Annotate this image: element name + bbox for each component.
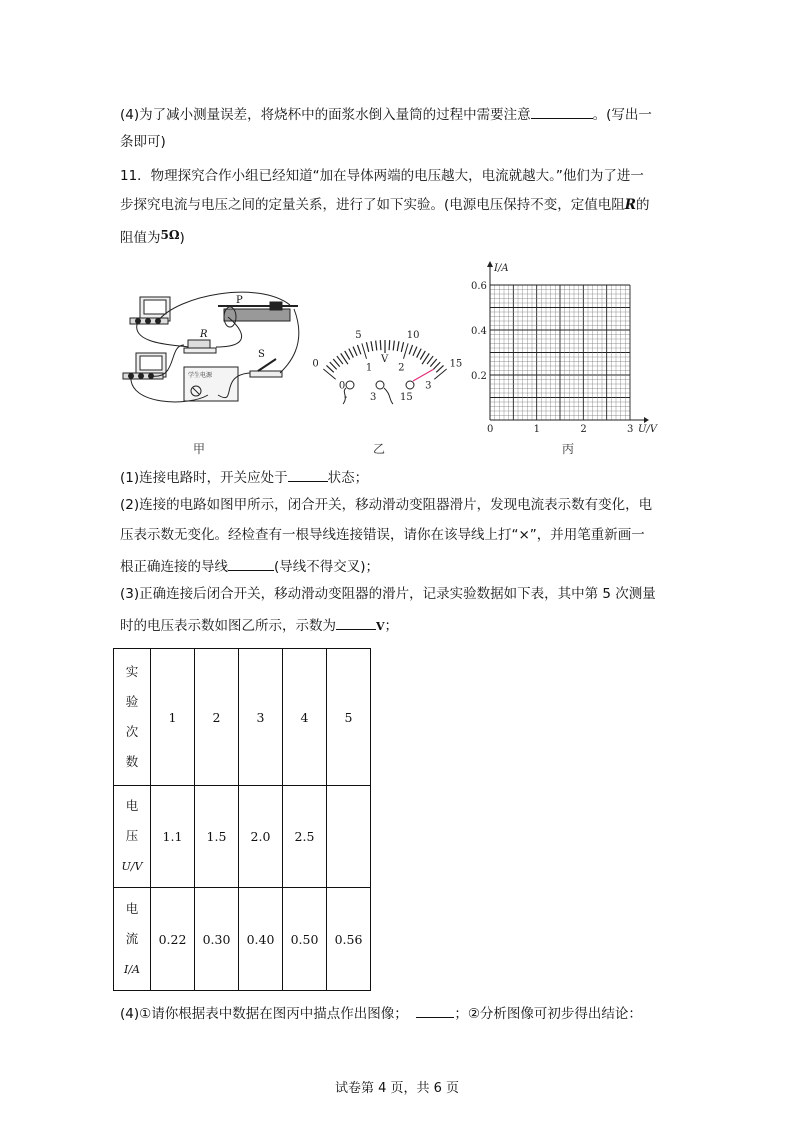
q11-part2-1: (2)连接的电路如图甲所示，闭合开关，移动滑动变阻器滑片，发现电流表示数有变化，电	[120, 497, 653, 513]
terminal-label: 3	[370, 392, 377, 403]
table-cell: 0.30	[195, 888, 239, 991]
voltmeter-dial	[305, 300, 465, 410]
table-cell: 0.40	[239, 888, 283, 991]
wire	[384, 388, 393, 404]
q11-intro-3	[120, 226, 185, 247]
table-cell: 0.22	[151, 888, 195, 991]
text: (导线不得交叉)；	[274, 559, 380, 575]
q10-part4	[120, 104, 652, 124]
ammeter-icon	[130, 297, 170, 324]
text: (4)为了减小测量误差，将烧杯中的面浆水倒入量筒的过程中需要注意	[120, 107, 531, 123]
dial-tick	[333, 359, 339, 367]
label-s: S	[258, 349, 265, 360]
power-label: 学生电源	[188, 372, 213, 379]
table-cell-empty[interactable]	[327, 786, 371, 888]
dial-tick	[323, 369, 335, 379]
terminal-label: 15	[400, 392, 413, 403]
dial-upper-label: 5	[355, 329, 362, 341]
text: 的	[636, 197, 650, 213]
figure-caption-bing: 丙	[562, 442, 575, 456]
rheostat-icon	[218, 302, 298, 327]
text: 步探究电流与电压之间的定量关系，进行了如下实验。(电源电压保持不变，定值电阻	[120, 197, 625, 213]
dial-tick	[345, 351, 350, 360]
switch-icon	[250, 359, 282, 377]
dial-tick	[371, 341, 373, 351]
dial-tick	[349, 349, 354, 358]
table-row-voltage	[114, 786, 371, 888]
dial-tick	[357, 345, 360, 354]
dial-tick	[380, 340, 381, 350]
x-tick-label: 0	[487, 424, 494, 435]
i-u-graph-grid	[465, 255, 665, 435]
figure-caption-yi: 乙	[373, 442, 386, 456]
dial-tick	[393, 341, 394, 351]
table-cell: 0.56	[327, 888, 371, 991]
dial-upper-label: 0	[312, 358, 319, 370]
data-table	[113, 648, 371, 991]
q11-part4	[120, 1003, 642, 1023]
resistor-symbol: R	[624, 197, 637, 213]
voltmeter-icon	[123, 353, 166, 379]
q11-part2-2: 压表示数无变化。经检查有一根导线连接错误，请你在该导线上打“×”，并用笔重新画一	[120, 527, 645, 543]
y-tick-label: 0.6	[471, 281, 487, 292]
dial-tick	[433, 362, 440, 369]
y-tick-label: 0.4	[471, 326, 487, 337]
dial-tick	[417, 349, 422, 358]
table-cell: 0.50	[283, 888, 327, 991]
terminal-icon	[406, 381, 414, 389]
dial-tick	[401, 342, 403, 352]
dial-unit: V	[381, 354, 389, 365]
power-supply-icon	[184, 367, 238, 401]
y-tick-label: 0.2	[471, 371, 487, 382]
q11-part3-2	[120, 615, 398, 636]
table-cell: 2.5	[283, 786, 327, 888]
x-axis-label: U/V	[638, 424, 658, 435]
text: 根正确连接的导线	[120, 559, 228, 575]
q11-intro-2	[120, 196, 650, 214]
table-cell: 1	[151, 649, 195, 786]
y-axis-label: I/A	[494, 263, 509, 274]
x-tick-label: 2	[580, 424, 587, 435]
table-cell: 2	[195, 649, 239, 786]
dial-tick	[420, 351, 425, 360]
dial-lower-label: 2	[398, 362, 405, 374]
dial-tick	[330, 362, 337, 369]
dial-upper-label: 10	[406, 329, 420, 341]
answer-blank[interactable]	[531, 104, 593, 119]
dial-tick	[403, 343, 408, 358]
table-cell: 5	[327, 649, 371, 786]
text: ；	[384, 618, 399, 634]
answer-blank[interactable]	[288, 467, 328, 482]
x-tick-label: 3	[627, 424, 634, 435]
answer-blank[interactable]	[228, 556, 274, 571]
q11-part2-3	[120, 556, 379, 576]
resistor-icon	[184, 340, 216, 353]
table-row-trial	[114, 649, 371, 786]
circuit-diagram	[118, 285, 308, 415]
unit-v: V	[376, 620, 385, 633]
table-cell: 1.1	[151, 786, 195, 888]
x-axis-arrow-icon	[644, 417, 649, 423]
answer-blank[interactable]	[336, 615, 376, 630]
row-header: 电 流 I/A	[114, 888, 151, 991]
dial-lower-label: 3	[425, 380, 432, 392]
text: (1)连接电路时，开关应处于	[120, 470, 288, 486]
label-p: P	[236, 295, 243, 306]
dial-tick	[376, 341, 377, 351]
table-cell: 1.5	[195, 786, 239, 888]
y-axis-arrow-icon	[487, 261, 493, 267]
row-header: 实 验 次 数	[114, 649, 151, 786]
text: 阻值为	[120, 230, 161, 246]
text: (4)①请你根据表中数据在图丙中描点作出图像；	[120, 1006, 408, 1022]
dial-tick	[397, 341, 399, 351]
dial-tick	[427, 356, 433, 364]
dial-lower-label: 0	[338, 380, 346, 392]
text: 时的电压表示数如图乙所示，示数为	[120, 618, 336, 634]
terminal-icon	[376, 381, 384, 389]
answer-blank[interactable]	[416, 1003, 454, 1018]
text: )	[179, 230, 185, 246]
dial-tick	[326, 365, 333, 372]
figure-caption-jia: 甲	[193, 442, 206, 456]
dial-tick	[434, 369, 446, 379]
text: 。(写出一	[592, 107, 652, 123]
table-cell: 3	[239, 649, 283, 786]
terminal-label: -	[344, 392, 348, 403]
dial-tick	[353, 347, 357, 356]
dial-tick	[430, 359, 436, 367]
dial-needle	[413, 369, 433, 381]
table-cell: 4	[283, 649, 327, 786]
page-footer: 试卷第 4 页，共 6 页	[334, 1081, 460, 1096]
q10-part4-cont: 条即可)	[120, 134, 166, 150]
q11-intro-1: 11．物理探究合作小组已经知道“加在导体两端的电压越大，电流就越大。”他们为了进一	[120, 168, 644, 184]
dial-tick	[362, 343, 367, 358]
dial-tick	[413, 347, 417, 356]
row-header: 电 压 U/V	[114, 786, 151, 888]
q11-part3-1: (3)正确连接后闭合开关，移动滑动变阻器的滑片，记录实验数据如下表，其中第 5 次测量	[120, 586, 656, 602]
text: ；②分析图像可初步得出结论：	[454, 1006, 642, 1022]
dial-tick	[337, 356, 343, 364]
dial-upper-label: 15	[449, 358, 463, 370]
x-tick-label: 1	[533, 424, 541, 435]
text: 状态；	[327, 470, 369, 486]
q11-part1	[120, 467, 368, 487]
dial-lower-label: 1	[365, 362, 373, 374]
terminal-icon	[346, 381, 354, 389]
dial-tick	[389, 340, 390, 350]
table-cell: 2.0	[239, 786, 283, 888]
dial-tick	[436, 365, 443, 372]
table-row-current	[114, 888, 371, 991]
dial-tick	[409, 345, 412, 354]
label-r: R	[200, 329, 208, 340]
resistance-value: 5Ω	[160, 228, 180, 242]
dial-tick	[366, 342, 368, 352]
